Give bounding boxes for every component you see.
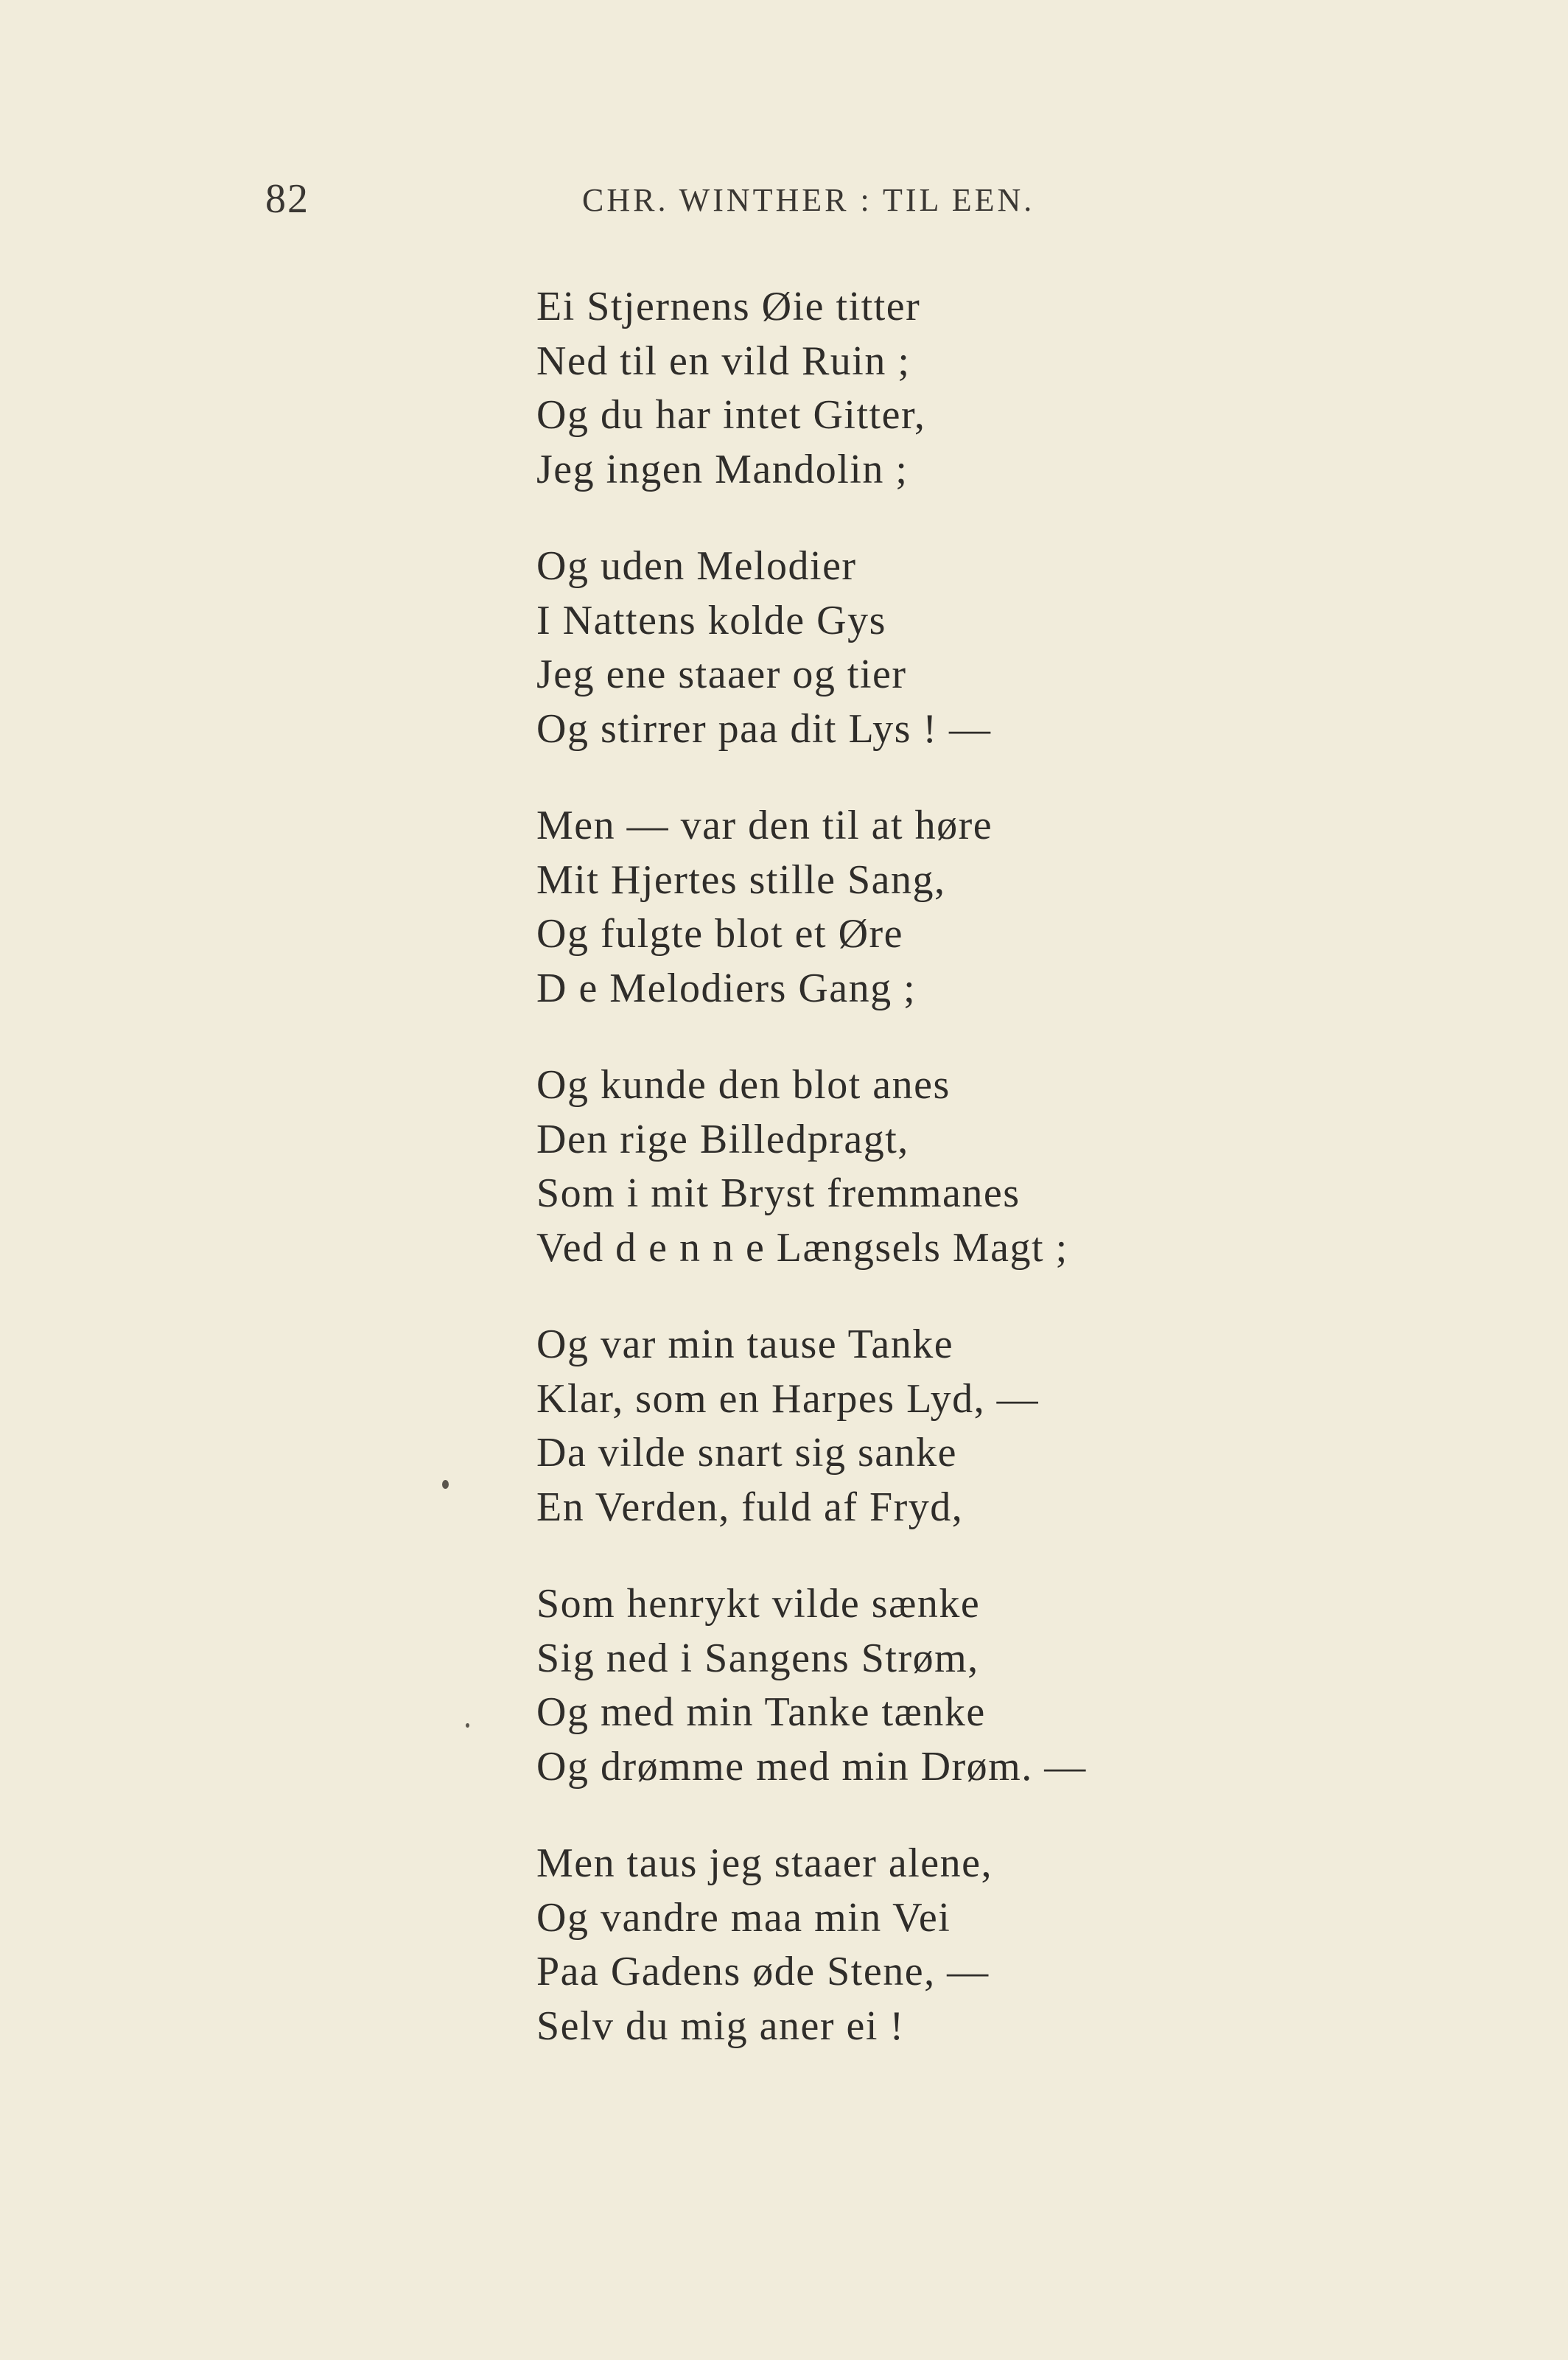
stanza bbox=[536, 280, 1273, 497]
poem-line: Selv du mig aner ei ! bbox=[536, 2003, 905, 2049]
poem-line: Mit Hjertes stille Sang, bbox=[536, 856, 946, 903]
stanza bbox=[536, 540, 1273, 756]
ink-speck bbox=[466, 1723, 469, 1728]
poem-line: Ei Stjernens Øie titter bbox=[536, 284, 921, 329]
poem-line: En Verden, fuld af Fryd, bbox=[536, 1484, 964, 1530]
poem-line: Og du har intet Gitter, bbox=[536, 392, 926, 438]
poem-line: Den rige Billedpragt, bbox=[536, 1116, 909, 1162]
stanza bbox=[536, 1058, 1273, 1275]
poem-line: Og stirrer paa dit Lys ! — bbox=[536, 705, 992, 752]
page-header bbox=[0, 175, 1568, 234]
running-head: CHR. WINTHER : TIL EEN. bbox=[582, 182, 1035, 218]
poem-line: Da vilde snart sig sanke bbox=[536, 1430, 957, 1476]
poem-line: Paa Gadens øde Stene, — bbox=[536, 1949, 990, 1994]
stanza bbox=[536, 1318, 1273, 1535]
stanza bbox=[536, 1577, 1273, 1794]
page-number: 82 bbox=[265, 176, 309, 222]
poem-line: Sig ned i Sangens Strøm, bbox=[536, 1635, 979, 1681]
ink-speck bbox=[442, 1480, 449, 1489]
poem-line: Men — var den til at høre bbox=[536, 803, 993, 848]
stanza bbox=[536, 799, 1273, 1016]
poem-line: I Nattens kolde Gys bbox=[536, 597, 886, 643]
poem-line: Og med min Tanke tænke bbox=[536, 1689, 986, 1735]
poem-line: D e Melodiers Gang ; bbox=[536, 965, 917, 1011]
poem-line: Som i mit Bryst fremmanes bbox=[536, 1170, 1021, 1216]
poem-line: Og kunde den blot anes bbox=[536, 1062, 951, 1108]
poem-line: Jeg ene staaer og tier bbox=[536, 652, 907, 697]
poem-body bbox=[536, 280, 1273, 2096]
poem-line: Men taus jeg staaer alene, bbox=[536, 1840, 993, 1886]
poem-line: Og drømme med min Drøm. — bbox=[536, 1743, 1087, 1790]
poem-line: Og var min tause Tanke bbox=[536, 1322, 954, 1367]
poem-line: Og fulgte blot et Øre bbox=[536, 911, 904, 957]
poem-line: Som henrykt vilde sænke bbox=[536, 1581, 981, 1627]
poem-line: Jeg ingen Mandolin ; bbox=[536, 446, 909, 492]
poem-line: Og vandre maa min Vei bbox=[536, 1894, 951, 1941]
poem-line: Ned til en vild Ruin ; bbox=[536, 338, 911, 384]
poem-line: Klar, som en Harpes Lyd, — bbox=[536, 1375, 1040, 1422]
poem-line: Ved d e n n e Længsels Magt ; bbox=[536, 1224, 1068, 1271]
poem-line: Og uden Melodier bbox=[536, 543, 857, 589]
stanza bbox=[536, 1837, 1273, 2053]
